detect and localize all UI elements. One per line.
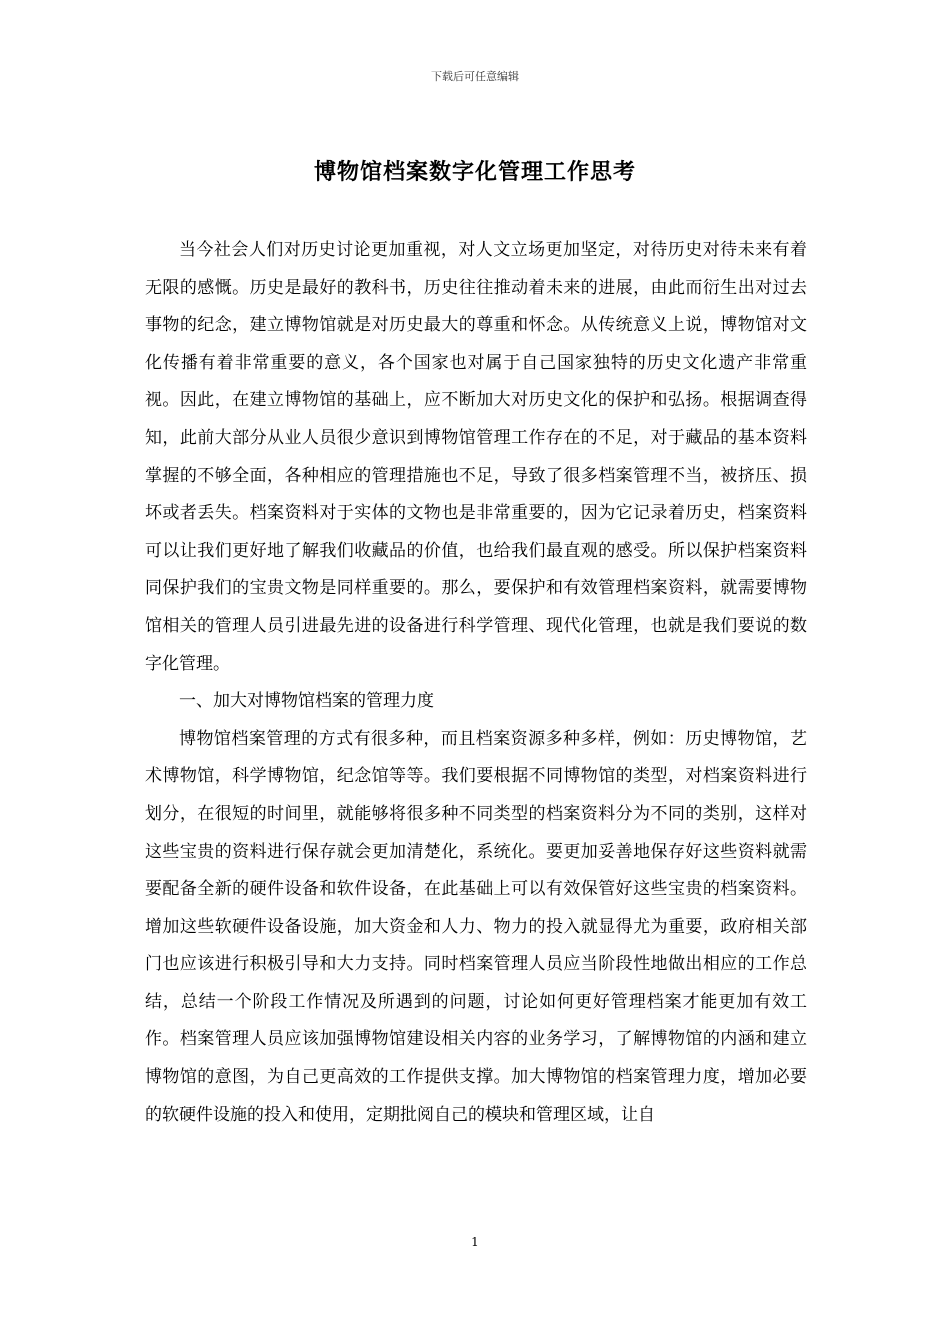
page-number: 1: [471, 1235, 479, 1249]
paragraph-section-1: 博物馆档案管理的方式有很多种，而且档案资源多种多样，例如：历史博物馆，艺术博物馆，科学博物馆，纪念馆等等。我们要根据不同博物馆的类型，对档案资料进行划分，在很短的时间里，就能够将很多种不同类型的档案资料分为不同的类别，这样对这些宝贵的资料进行保存就会更加清楚化，系统化。要更加妥善地保存好这些资料就需要配备全新的硬件设备和软件设备，在此基础上可以有效保管好这些宝贵的档案资料。增加这些软硬件设备设施，加大资金和人力、物力的投入就显得尤为重要，政府相关部门也应该进行积极引导和大力支持。同时档案管理人员应当阶段性地做出相应的工作总结，总结一个阶段工作情况及所遇到的问题，讨论如何更好管理档案才能更加有效工作。档案管理人员应该加强博物馆建设相关内容的业务学习，了解博物馆的内涵和建立博物馆的意图，为自己更高效的工作提供支撑。加大博物馆的档案管理力度，增加必要的软硬件设施的投入和使用，定期批阅自己的模块和管理区域，让自: [145, 728, 807, 1125]
paragraph-intro: 当今社会人们对历史讨论更加重视，对人文立场更加坚定，对待历史对待未来有着无限的感慨。历史是最好的教科书，历史往往推动着未来的进展，由此而衍生出对过去事物的纪念，建立博物馆就是对历史最大的尊重和怀念。从传统意义上说，博物馆对文化传播有着非常重要的意义，各个国家也对属于自己国家独特的历史文化遗产非常重视。因此，在建立博物馆的基础上，应不断加大对历史文化的保护和弘扬。根据调查得知，此前大部分从业人员很少意识到博物馆管理工作存在的不足，对于藏品的基本资料掌握的不够全面，各种相应的管理措施也不足，导致了很多档案管理不当，被挤压、损坏或者丢失。档案资料对于实体的文物也是非常重要的，因为它记录着历史，档案资料可以让我们更好地了解我们收藏品的价值，也给我们最直观的感受。所以保护档案资料同保护我们的宝贵文物是同样重要的。那么，要保护和有效管理档案资料，就需要博物馆相关的管理人员引进最先进的设备进行科学管理、现代化管理，也就是我们要说的数字化管理。: [145, 240, 807, 674]
document-title: 博物馆档案数字化管理工作思考: [313, 159, 636, 185]
document-body: [145, 232, 807, 1134]
page-header: 下载后可任意编辑: [431, 70, 519, 83]
section-heading-1: 一、加大对博物馆档案的管理力度: [179, 691, 434, 712]
